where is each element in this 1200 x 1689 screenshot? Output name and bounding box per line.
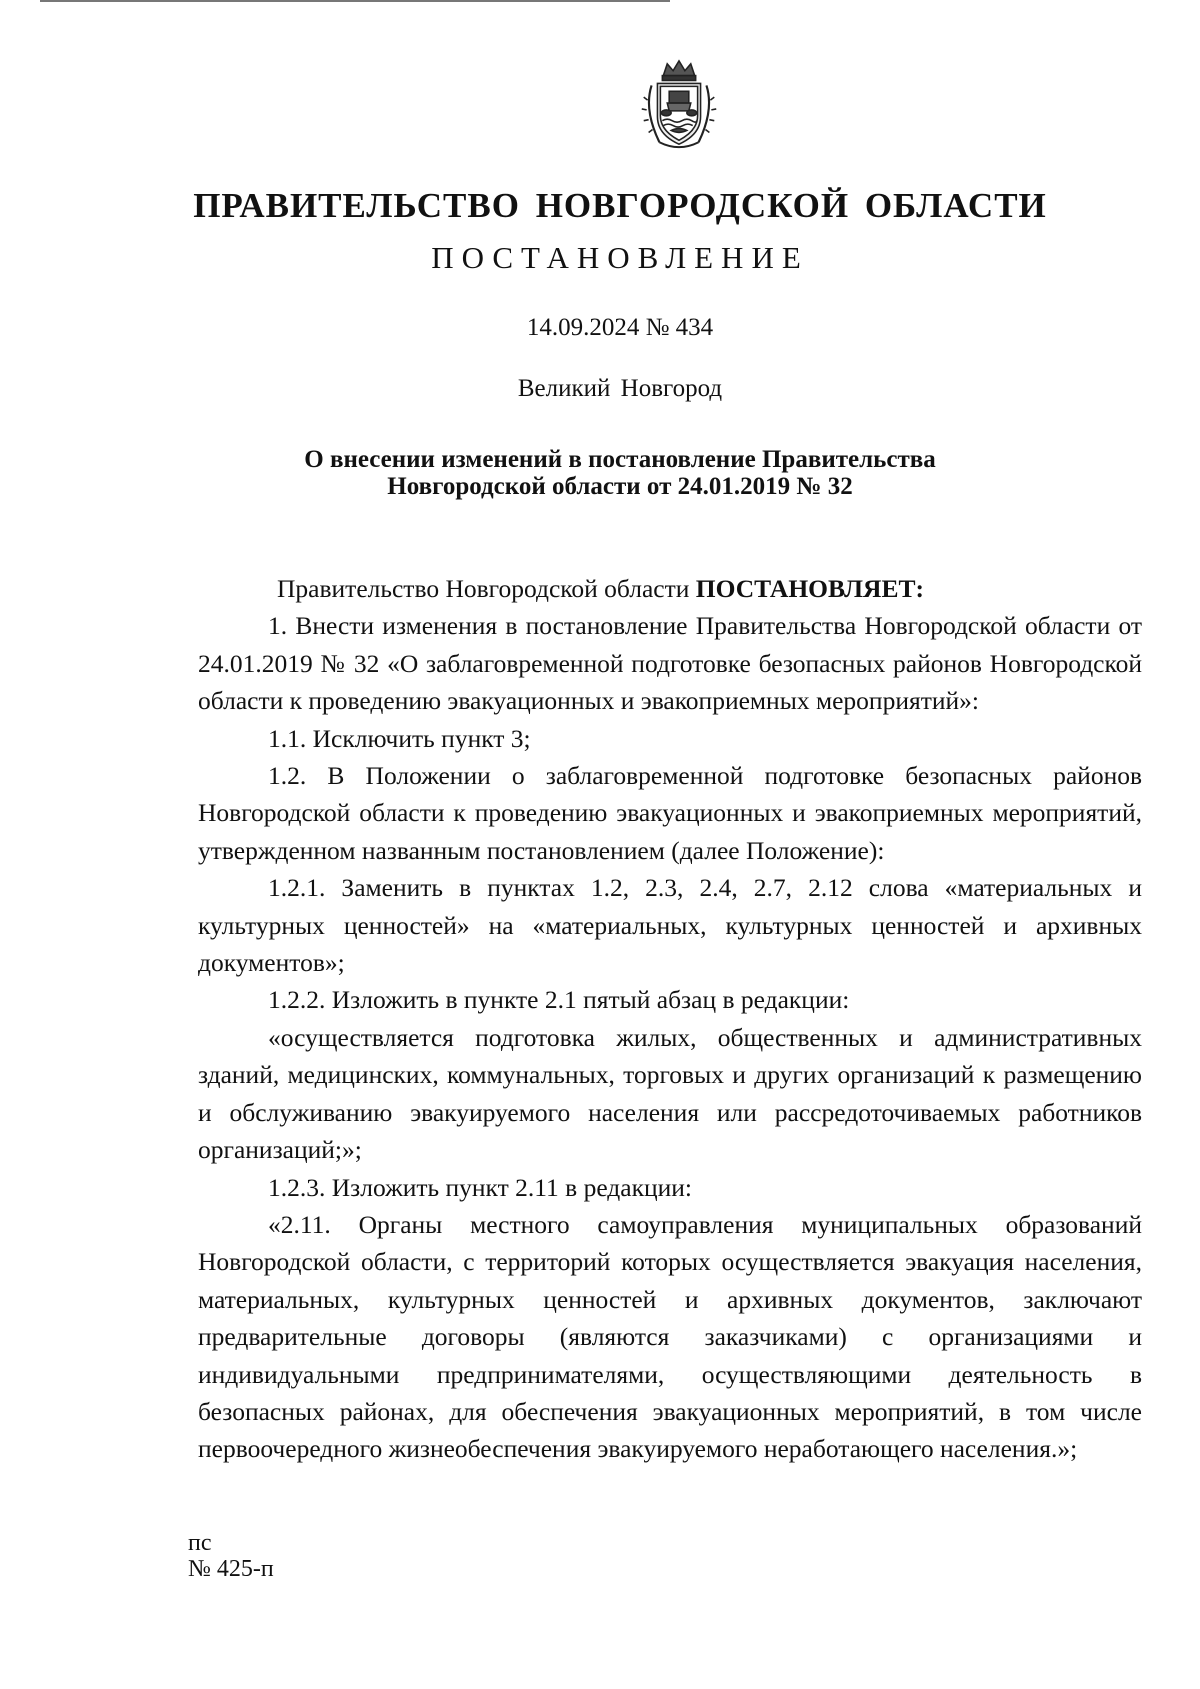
footer-line-2: № 425-п [188,1556,274,1582]
subject-line-1: О внесении изменений в постановление Правительства [304,446,936,473]
document-subject [0,446,1200,500]
paragraph-1-1: 1.1. Исключить пункт 3; [268,723,531,753]
paragraph-1-2-2: 1.2.2. Изложить в пункте 2.1 пятый абзац в редакции: [268,985,850,1015]
paragraph-1-2-1: 1.2.1. Заменить в пунктах 1.2, 2.3, 2.4, 2.7, 2.12 слова «материальных и культурных ценностей» на «материальных, культурных ценностей и архивных документов»; [198,873,1142,978]
date-and-number: 14.09.2024 № 434 [526,314,714,341]
preamble-verb: ПОСТАНОВЛЯЕТ: [695,574,924,603]
paragraph-quote-2: «2.11. Органы местного самоуправления муниципальных образований Новгородской области, с территорий которых осуществляется эвакуация населения, материальных, культурных ценностей и архивных документов, заключают предварительные договоры (являются заказчиками) с организациями и индивидуальными предпринимателями, осуществляющими деятельность в безопасных районах, для обеспечения эвакуационных мероприятий, в том числе первоочередного жизнеобеспечения эвакуируемого неработающего населения.»; [198,1209,1142,1464]
footer-reference [188,1530,274,1582]
novgorod-coat-of-arms-icon [630,55,728,155]
preamble [198,570,1142,607]
subject-line-2: Новгородской области от 24.01.2019 № 32 [387,473,853,500]
footer-line-1: пс [188,1530,212,1556]
document-body [198,570,1142,1468]
paragraph-1: 1. Внести изменения в постановление Правительства Новгородской области от 24.01.2019 № 32 «О заблаговременной подготовке безопасных районов Новгородской области к проведению эвакуационных и эвакоприемных мероприятий»: [198,611,1142,716]
government-title: ПРАВИТЕЛЬСТВО НОВГОРОДСКОЙ ОБЛАСТИ [193,186,1047,225]
preamble-text: Правительство Новгородской области [277,574,696,603]
scan-edge-line [40,0,670,2]
city: Великий Новгород [517,375,723,402]
document-type: ПОСТАНОВЛЕНИЕ [431,240,809,275]
paragraph-1-2: 1.2. В Положении о заблаговременной подготовке безопасных районов Новгородской области к проведению эвакуационных и эвакоприемных мероприятий, утвержденном названным постановлением (далее Положение): [198,761,1142,865]
paragraph-1-2-3: 1.2.3. Изложить пункт 2.11 в редакции: [268,1172,693,1202]
paragraph-quote-1: «осуществляется подготовка жилых, общественных и административных зданий, медицинских, коммунальных, торговых и других организаций к размещению и обслуживанию эвакуируемого населения или рассредоточиваемых работников организаций;»; [198,1022,1142,1165]
